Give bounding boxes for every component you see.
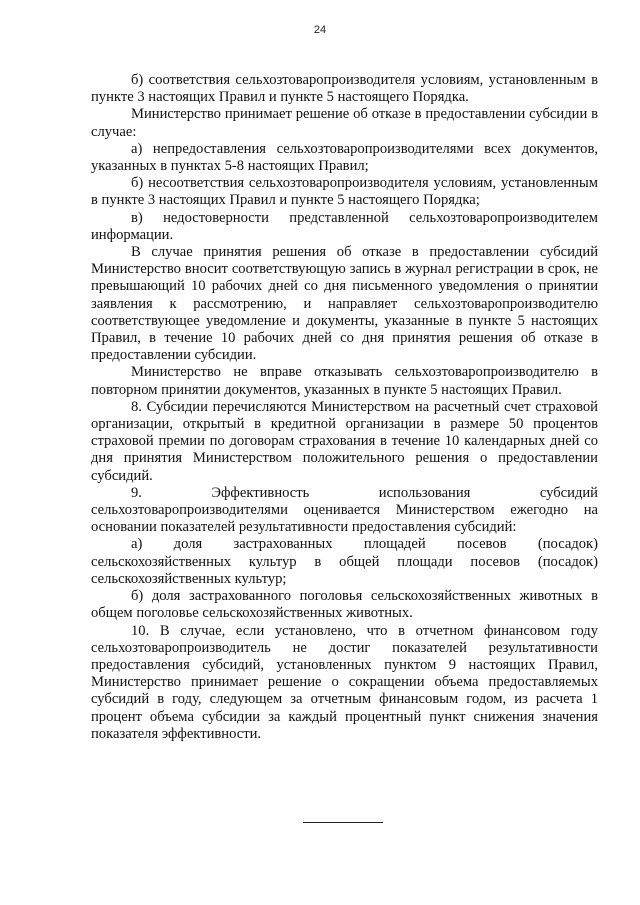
paragraph-refusal-b: б) несоответствия сельхозтоваропроизводителя условиям, установленным в пункте 3 настоящих Правил и пункте 5 настоящего Порядка; [91,175,598,209]
paragraph-refusal-procedure: В случае принятия решения об отказе в предоставлении субсидий Министерство вносит соответствующую запись в журнал регистрации в срок, не превышающий 10 рабочих дней со дня письменного уведомления о принятии заявления к рассмотрению, и направляет сельхозтоваропроизводителю соответствующее уведомление и документы, указанные в пункте 5 настоящих Правил, в течение 10 рабочих дней со дня принятия решения об отказе в предоставлении субсидии. [91,244,598,364]
closing-rule-line [303,822,383,823]
paragraph-refusal-intro: Министерство принимает решение об отказе в предоставлении субсидии в случае: [91,106,598,140]
paragraph-clause-9-b: б) доля застрахованного поголовья сельскохозяйственных животных в общем поголовье сельскохозяйственных животных. [91,588,598,622]
paragraph-clause-9: 9. Эффективность использования субсидий сельхозтоваропроизводителями оценивается Министерством ежегодно на основании показателей результативности предоставления субсидий: [91,484,598,536]
paragraph-refusal-v: в) недостоверности представленной сельхозтоваропроизводителем информации. [91,209,598,243]
paragraph-resubmission: Министерство не вправе отказывать сельхозтоваропроизводителю в повторном принятии документов, указанных в пункте 5 настоящих Правил. [91,364,598,398]
paragraph-clause-8: 8. Субсидии перечисляются Министерством на расчетный счет страховой организации, открытый в кредитной организации в размере 50 процентов страховой премии по договорам страхования в течение 10 календарных дней со дня принятия Министерством положительного решения о предоставлении субсидий. [91,398,598,484]
paragraph-item-b-compliance: б) соответствия сельхозтоваропроизводителя условиям, установленным в пункте 3 настоящих Правил и пункте 5 настоящего Порядка. [91,72,598,106]
paragraph-clause-10: 10. В случае, если установлено, что в отчетном финансовом году сельхозтоваропроизводитель не достиг показателей результативности предоставления субсидий, установленных пунктом 9 настоящих Правил, Министерство принимает решение о сокращении объема предоставляемых субсидий в году, следующем за отчетным финансовым годом, из расчета 1 процент объема субсидии за каждый процентный пункт снижения значения показателя эффективности. [91,622,598,742]
document-body [91,72,598,743]
paragraph-refusal-a: а) непредоставления сельхозтоваропроизводителями всех документов, указанных в пунктах 5-8 настоящих Правил; [91,140,598,175]
paragraph-clause-9-a: а) доля застрахованных площадей посевов (посадок) сельскохозяйственных культур в общей площади посевов (посадок) сельскохозяйственных культур; [91,536,598,587]
page-number: 24 [313,24,327,36]
